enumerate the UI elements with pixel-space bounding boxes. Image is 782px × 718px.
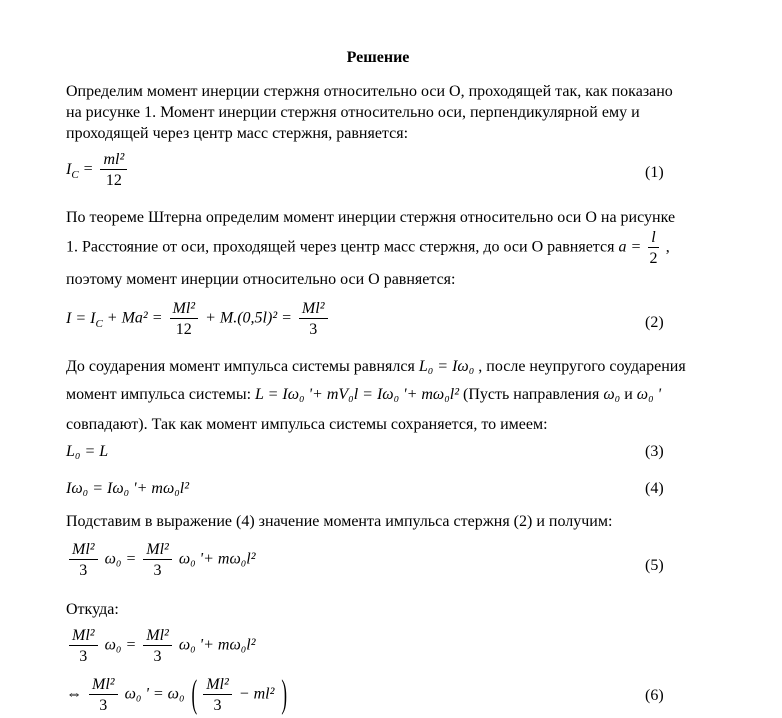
equation-5-number: (5): [645, 557, 664, 574]
equation-3: L₀ = L: [66, 443, 109, 460]
paragraph2-line2: [66, 229, 670, 267]
paragraph3-line2-text3: и: [620, 386, 637, 403]
paragraph2-line2-comma: ,: [661, 238, 670, 256]
fraction: $\frac{\text{Ml²}}{3}$: [69, 627, 98, 665]
paragraph2-line2-text: 1. Расстояние от оси, проходящей через центр масс стержня, до оси О равняется: [66, 238, 619, 256]
inline-math-omega0-prime: ω₀ ': [636, 386, 662, 403]
fraction: $\frac{\text{Ml²}}{3}$: [203, 676, 232, 714]
inline-math-L0: L₀ = Iω₀: [418, 358, 475, 375]
fraction: $\frac{\text{ml²}}{12}$: [100, 151, 127, 189]
right-paren: ): [281, 672, 288, 716]
fraction: $\frac{\text{Ml²}}{12}$: [170, 300, 199, 338]
equation-2: [66, 300, 331, 338]
fraction: $\frac{\text{Ml²}}{3}$: [89, 676, 118, 714]
fraction: $\frac{\text{Ml²}}{3}$: [69, 541, 98, 579]
eq6a-mid: ω₀ =: [100, 636, 141, 654]
eq1-equals: =: [78, 160, 98, 178]
eq6a-tail: ω₀ '+ mω₀l²: [174, 636, 256, 654]
paragraph3-line2-text2: (Пусть направления: [459, 386, 604, 403]
equation-5: [66, 541, 256, 579]
paragraph3-line1-text2: , после неупругого соударения: [474, 358, 686, 375]
paragraph3-line2-text1: момент импульса системы:: [66, 386, 256, 403]
equation-6a: [66, 627, 256, 665]
equivalence-arrow: ⇔: [66, 685, 86, 703]
eq2-mid1: + Ma² =: [102, 309, 167, 327]
inline-math-omega0: ω₀: [603, 386, 621, 403]
paragraph1-line2: на рисунке 1. Момент инерции стержня относительно оси, перпендикулярной ему и: [66, 104, 640, 121]
eq5-mid: ω₀ =: [100, 550, 141, 568]
eq6b-inner-tail: − ml²: [234, 685, 279, 703]
paragraph3-line2: [66, 385, 661, 405]
eq1-lhs: $I_C$: [66, 160, 79, 181]
paragraph3-line1: [66, 357, 686, 377]
inline-math-L: L = Iω₀ '+ mV₀l = Iω₀ '+ mω₀l²: [255, 386, 460, 403]
equation-4: Iω₀ = Iω₀ '+ mω₀l²: [66, 480, 190, 497]
fraction: $\frac{l}{2}$: [649, 229, 658, 267]
fraction: $\frac{\text{Ml²}}{3}$: [299, 300, 328, 338]
equation-2-number: (2): [645, 314, 664, 331]
eq2-mid2: + M.(0,5l)² =: [201, 309, 296, 327]
fraction: $\frac{\text{Ml²}}{3}$: [143, 627, 172, 665]
left-paren: (: [191, 672, 198, 716]
eq6b-mid: ω₀ ' = ω₀: [120, 685, 189, 703]
equation-4-number: (4): [645, 480, 664, 497]
eq2-lhs: $I = I_C$: [66, 309, 103, 330]
equation-1: [66, 151, 130, 189]
equation-6b: [66, 672, 290, 716]
paragraph3-line3: совпадают). Так как момент импульса системы сохраняется, то имеем:: [66, 416, 548, 433]
paragraph1-line3: проходящей через центр масс стержня, равняется:: [66, 125, 409, 142]
paragraph2-line1: По теореме Штерна определим момент инерции стержня относительно оси О на рисунке: [66, 209, 676, 226]
inline-math-a: a =: [618, 238, 646, 256]
equation-6-number: (6): [645, 687, 664, 704]
paragraph3-line1-text1: До соударения момент импульса системы равнялся: [66, 358, 419, 375]
paragraph4: Подставим в выражение (4) значение момента импульса стержня (2) и получим:: [66, 513, 613, 530]
otkuda-label: Откуда:: [66, 601, 119, 618]
paragraph2-line3: поэтому момент инерции относительно оси О равняется:: [66, 271, 456, 288]
fraction: $\frac{\text{Ml²}}{3}$: [143, 541, 172, 579]
eq5-tail: ω₀ '+ mω₀l²: [174, 550, 256, 568]
paragraph1-line1: Определим момент инерции стержня относительно оси О, проходящей так, как показано: [66, 83, 673, 100]
page-title: Решение: [346, 49, 410, 66]
equation-1-number: (1): [645, 164, 664, 181]
equation-3-number: (3): [645, 443, 664, 460]
